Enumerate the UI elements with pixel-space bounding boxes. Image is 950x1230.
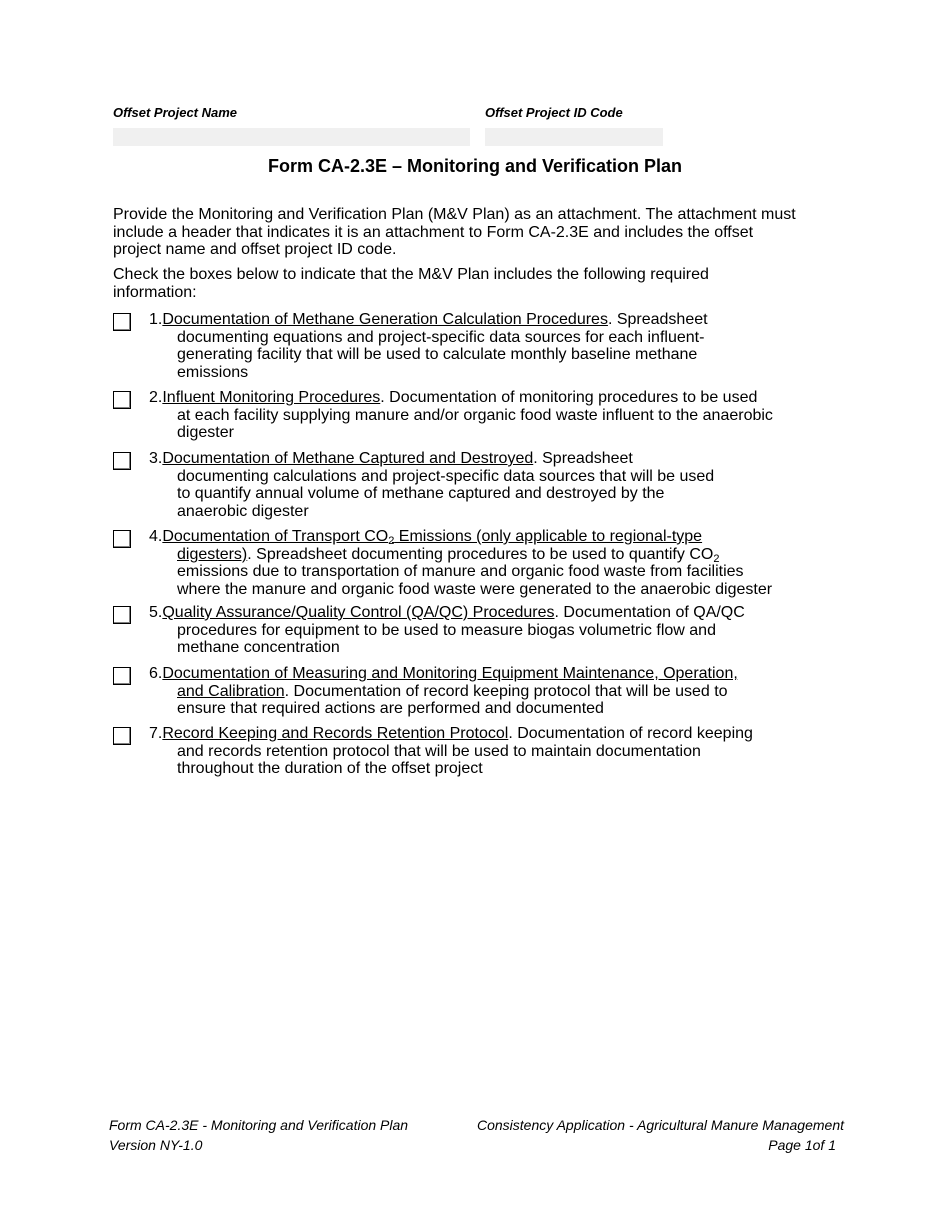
- intro-paragraph: [113, 206, 853, 259]
- item-number: 1.: [149, 311, 163, 328]
- footer-left: [109, 1115, 408, 1155]
- project-id-input[interactable]: [485, 128, 663, 146]
- item-2-text: [149, 389, 859, 442]
- item-desc-line: documenting equations and project-specific data sources for each influent-: [177, 328, 705, 346]
- project-name-label: Offset Project Name: [113, 105, 238, 120]
- item-desc: . Documentation of record keeping protocol that will be used to: [284, 682, 728, 700]
- item-desc-line: anaerobic digester: [177, 502, 309, 520]
- item-desc-line: emissions: [177, 363, 249, 381]
- item-2-checkbox[interactable]: [113, 391, 131, 409]
- item-desc: . Spreadsheet: [607, 311, 708, 328]
- item-title: Quality Assurance/Quality Control (QA/QC) Procedures: [162, 604, 555, 621]
- item-1-checkbox[interactable]: [113, 313, 131, 331]
- intro-line: project name and offset project ID code.: [113, 241, 397, 258]
- item-title: Documentation of Methane Generation Calculation Procedures: [162, 311, 608, 328]
- footer-application: Consistency Application - Agricultural Manure Management: [476, 1117, 844, 1133]
- item-5-text: [149, 604, 859, 657]
- item-title: digesters): [177, 545, 248, 563]
- instruction-line: Check the boxes below to indicate that the M&V Plan includes the following required: [113, 266, 709, 283]
- item-desc: . Documentation of record keeping: [508, 725, 753, 742]
- item-desc-line: digester: [177, 424, 234, 441]
- item-number: 6.: [149, 665, 163, 682]
- footer-version: Version NY-1.0: [109, 1137, 203, 1153]
- item-desc-line: ensure that required actions are performed and documented: [177, 700, 604, 717]
- item-title: Documentation of Methane Captured and Destroyed: [162, 450, 534, 467]
- item-6-checkbox[interactable]: [113, 667, 131, 685]
- item-5-checkbox[interactable]: [113, 606, 131, 624]
- item-4-text: [149, 528, 859, 598]
- item-number: 3.: [149, 450, 163, 467]
- item-number: 5.: [149, 604, 163, 621]
- footer-form-name: Form CA-2.3E - Monitoring and Verification Plan: [109, 1117, 409, 1133]
- item-3-text: [149, 450, 859, 520]
- item-number: 7.: [149, 725, 163, 742]
- item-title-subscript: 2: [388, 535, 395, 547]
- instruction-line: information:: [113, 283, 197, 301]
- item-desc-line: to quantify annual volume of methane captured and destroyed by the: [177, 485, 665, 502]
- item-desc-subscript: 2: [713, 552, 720, 565]
- item-desc: . Documentation of monitoring procedures to be used: [380, 389, 758, 406]
- item-title: Documentation of Measuring and Monitoring Equipment Maintenance, Operation,: [162, 665, 738, 682]
- item-desc-line: methane concentration: [177, 639, 340, 656]
- project-name-input[interactable]: [113, 128, 470, 146]
- intro-line: Provide the Monitoring and Verification Plan (M&V Plan) as an attachment. The attachment must: [113, 206, 796, 223]
- item-7-checkbox[interactable]: [113, 727, 131, 745]
- item-number: 2.: [149, 389, 163, 406]
- item-desc: . Spreadsheet: [533, 450, 633, 467]
- item-title: Documentation of Transport CO: [162, 528, 389, 545]
- item-7-text: [149, 725, 859, 778]
- item-title: and Calibration: [177, 682, 285, 700]
- item-number: 4.: [149, 528, 163, 545]
- item-desc-line: generating facility that will be used to calculate monthly baseline methane: [177, 346, 698, 363]
- item-desc-line: documenting calculations and project-specific data sources that will be used: [177, 467, 715, 485]
- item-title: Emissions (only applicable to regional-type: [394, 528, 703, 545]
- item-desc-line: emissions due to transportation of manure and organic food waste from facilities: [177, 563, 744, 580]
- item-1-text: [149, 311, 859, 381]
- item-title: Influent Monitoring Procedures: [162, 389, 381, 406]
- footer-right: [477, 1115, 844, 1155]
- item-4-checkbox[interactable]: [113, 530, 131, 548]
- item-desc: . Documentation of QA/QC: [554, 604, 745, 621]
- item-title: Record Keeping and Records Retention Protocol: [162, 725, 509, 742]
- instruction-paragraph: [113, 266, 853, 301]
- footer-page-number: Page 1of 1: [768, 1137, 836, 1153]
- item-desc-line: procedures for equipment to be used to measure biogas volumetric flow and: [177, 621, 716, 639]
- item-3-checkbox[interactable]: [113, 452, 131, 470]
- item-desc: . Spreadsheet documenting procedures to be used to quantify CO: [247, 545, 714, 563]
- intro-line: include a header that indicates it is an attachment to Form CA-2.3E and includes the offset: [113, 223, 754, 241]
- item-desc-line: where the manure and organic food waste were generated to the anaerobic digester: [177, 580, 773, 598]
- item-desc-line: throughout the duration of the offset project: [177, 760, 483, 777]
- item-desc-line: and records retention protocol that will be used to maintain documentation: [177, 742, 701, 760]
- item-desc-line: at each facility supplying manure and/or organic food waste influent to the anaerobic: [177, 406, 773, 424]
- item-6-text: [149, 665, 859, 718]
- project-id-label: Offset Project ID Code: [485, 105, 623, 120]
- form-title: Form CA-2.3E – Monitoring and Verification Plan: [267, 156, 683, 176]
